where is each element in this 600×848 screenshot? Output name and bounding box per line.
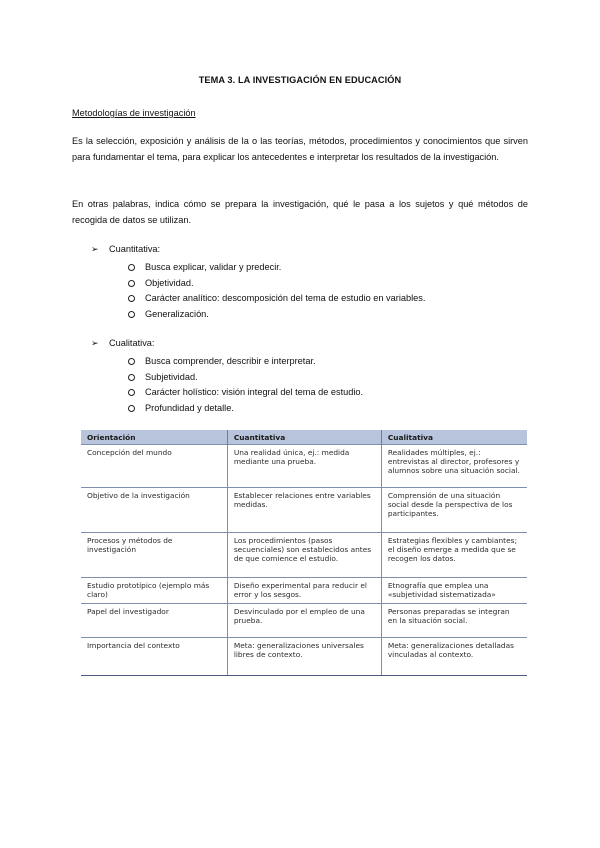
table-cell: Meta: generalizaciones universales libres de contexto. — [227, 638, 381, 676]
column-header-orientacion: Orientación — [81, 430, 227, 445]
table-cell: Desvinculado por el empleo de una prueba. — [227, 604, 381, 638]
table-cell: Papel del investigador — [81, 604, 227, 638]
table-cell: Estudio prototípico (ejemplo más claro) — [81, 578, 227, 604]
table-cell: Meta: generalizaciones detalladas vinculadas al contexto. — [381, 638, 527, 676]
list-item: Carácter analítico: descomposición del tema de estudio en variables. — [128, 291, 425, 307]
paragraph-definition: Es la selección, exposición y análisis de la o las teorías, métodos, procedimientos y conocimientos que sirven para fundamentar el tema, para explicar los antecedentes e interpretar los resultados de la investigación. — [72, 136, 528, 162]
paragraph-explanation: En otras palabras, indica cómo se prepara la investigación, qué le pasa a los sujetos y qué métodos de recogida de datos se utilizan. — [72, 199, 528, 225]
list-item: Profundidad y detalle. — [128, 401, 363, 417]
column-header-cuantitativa: Cuantitativa — [227, 430, 381, 445]
arrow-bullet-icon: ➢ — [91, 338, 99, 348]
table-cell: Una realidad única, ej.: medida mediante una prueba. — [227, 445, 381, 488]
list-heading-label: Cualitativa: — [109, 338, 155, 348]
circle-bullet-icon — [128, 358, 135, 365]
column-header-cualitativa: Cualitativa — [381, 430, 527, 445]
table-cell: Establecer relaciones entre variables medidas. — [227, 488, 381, 533]
list-item: Generalización. — [128, 307, 425, 323]
table-row — [81, 533, 527, 578]
circle-bullet-icon — [128, 405, 135, 412]
table-cell: Realidades múltiples, ej.: entrevistas al director, profesores y alumnos sobre una situación social. — [381, 445, 527, 488]
table-row — [81, 578, 527, 604]
circle-bullet-icon — [128, 264, 135, 271]
list-item: Subjetividad. — [128, 370, 363, 386]
list-item: Carácter holístico: visión integral del tema de estudio. — [128, 385, 363, 401]
arrow-bullet-icon: ➢ — [91, 244, 99, 254]
list-heading-cuantitativa — [91, 244, 160, 255]
circle-bullet-icon — [128, 311, 135, 318]
section-subtitle: Metodologías de investigación — [72, 108, 196, 118]
table-cell: Concepción del mundo — [81, 445, 227, 488]
table-cell: Objetivo de la investigación — [81, 488, 227, 533]
table-cell: Personas preparadas se integran en la situación social. — [381, 604, 527, 638]
table-row — [81, 604, 527, 638]
table-row — [81, 638, 527, 676]
circle-bullet-icon — [128, 295, 135, 302]
table-cell: Procesos y métodos de investigación — [81, 533, 227, 578]
list-cualitativa — [128, 354, 363, 416]
circle-bullet-icon — [128, 389, 135, 396]
page-title: TEMA 3. LA INVESTIGACIÓN EN EDUCACIÓN — [198, 75, 402, 85]
table-cell: Etnografía que emplea una «subjetividad sistematizada» — [381, 578, 527, 604]
table-cell: Comprensión de una situación social desde la perspectiva de los participantes. — [381, 488, 527, 533]
list-heading-cualitativa — [91, 338, 154, 349]
table-cell: Importancia del contexto — [81, 638, 227, 676]
list-item: Busca explicar, validar y predecir. — [128, 260, 425, 276]
circle-bullet-icon — [128, 374, 135, 381]
list-cuantitativa — [128, 260, 425, 322]
list-item: Busca comprender, describir e interpretar. — [128, 354, 363, 370]
list-heading-label: Cuantitativa: — [109, 244, 161, 254]
table-cell: Los procedimientos (pasos secuenciales) son establecidos antes de que comience el estudio. — [227, 533, 381, 578]
table-row — [81, 445, 527, 488]
table-header-row — [81, 430, 527, 445]
table-row — [81, 488, 527, 533]
circle-bullet-icon — [128, 280, 135, 287]
comparison-table — [81, 430, 527, 676]
table-cell: Estrategias flexibles y cambiantes; el diseño emerge a medida que se recogen los datos. — [381, 533, 527, 578]
list-item: Objetividad. — [128, 276, 425, 292]
table-cell: Diseño experimental para reducir el error y los sesgos. — [227, 578, 381, 604]
